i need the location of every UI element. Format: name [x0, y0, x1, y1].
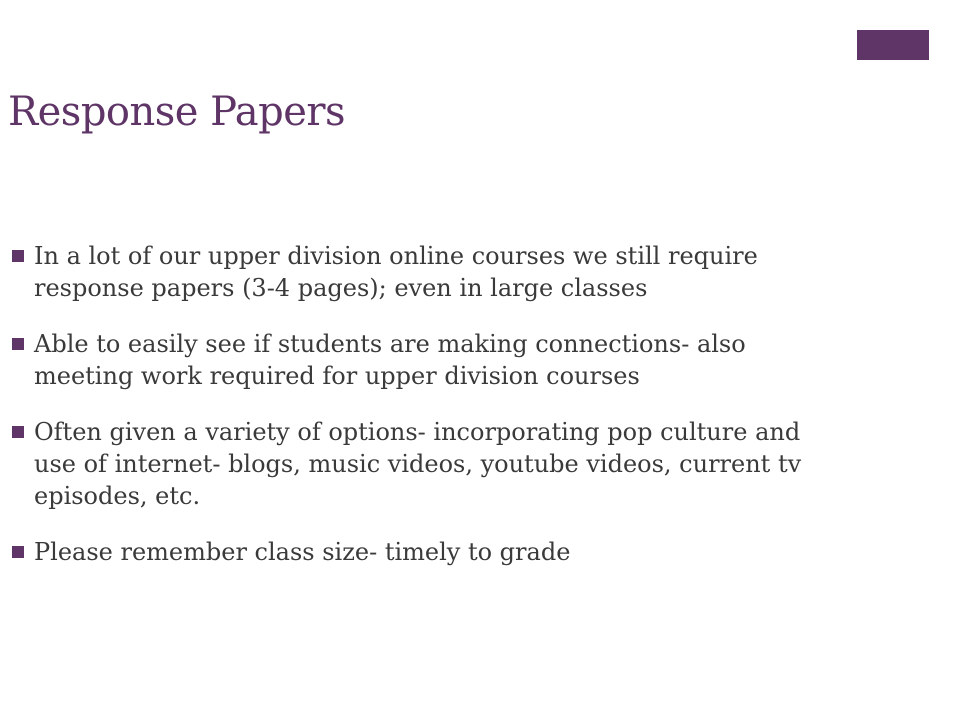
square-bullet-icon — [12, 250, 24, 262]
bullet-text: Please remember class size- timely to grade — [34, 538, 571, 566]
square-bullet-icon — [12, 426, 24, 438]
bullet-text: In a lot of our upper division online courses we still require response papers (3-4 pages); even in large classes — [34, 242, 758, 302]
slide-title: Response Papers — [8, 89, 346, 135]
list-item — [12, 240, 842, 304]
bullet-text: Able to easily see if students are making connections- also meeting work required for upper division courses — [34, 330, 746, 390]
list-item — [12, 536, 842, 568]
accent-bar — [857, 30, 929, 60]
bullet-list — [12, 240, 842, 592]
list-item — [12, 328, 842, 392]
square-bullet-icon — [12, 338, 24, 350]
square-bullet-icon — [12, 546, 24, 558]
list-item — [12, 416, 842, 512]
bullet-text: Often given a variety of options- incorporating pop culture and use of internet- blogs, music videos, youtube videos, current tv episodes, etc. — [34, 418, 802, 510]
